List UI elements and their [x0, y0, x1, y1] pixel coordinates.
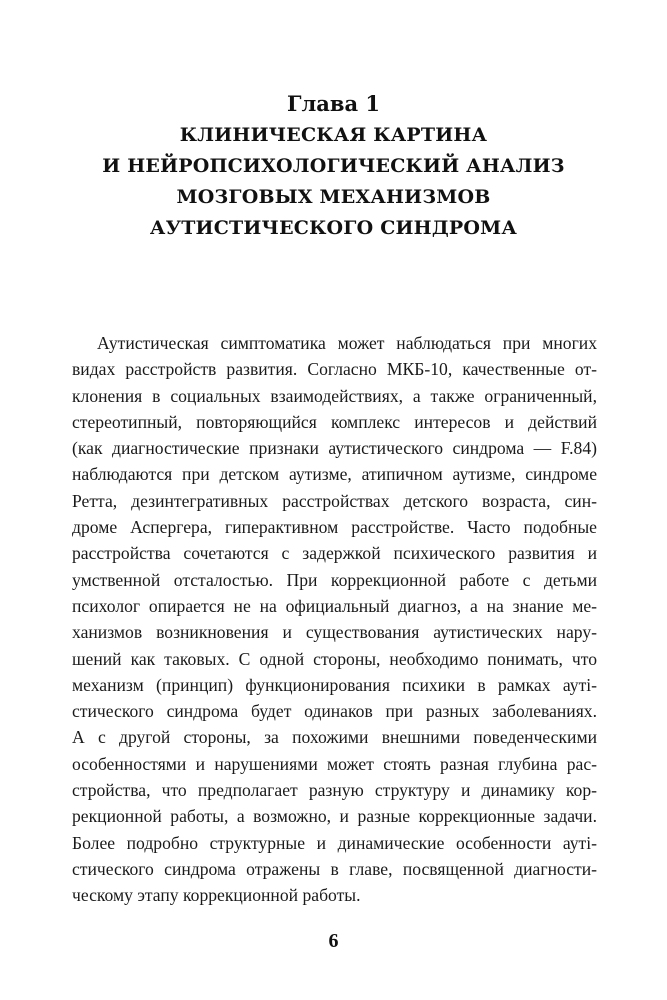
- page-number: 6: [328, 930, 339, 952]
- chapter-title-line: АУТИСТИЧЕСКОГО СИНДРОМА: [149, 217, 518, 239]
- text-line: клонения в социальных взаимодействиях, а также ограниченный,: [72, 385, 597, 406]
- text-line: видах расстройств развития. Согласно МКБ-10, качественные от-: [72, 359, 597, 380]
- text-line: стереотипный, повторяющийся комплекс интересов и действий: [72, 411, 597, 432]
- text-line: Аутистическая симптоматика может наблюдаться при многих: [97, 333, 597, 353]
- text-line: расстройства сочетаются с задержкой психического развития и: [72, 543, 597, 564]
- text-line: шений как таковых. С одной стороны, необходимо понимать, что: [72, 648, 597, 669]
- text-line: (как диагностические признаки аутистического синдрома — F.84): [72, 438, 597, 459]
- text-line: Ретта, дезинтегративных расстройствах детского возраста, син-: [72, 490, 597, 511]
- text-line: А с другой стороны, за похожими внешними поведенческими: [72, 727, 597, 748]
- body-paragraph: [72, 330, 597, 909]
- chapter-label: Глава 1: [286, 91, 381, 116]
- text-line: ханизмов возникновения и существования аутистических нару-: [72, 622, 597, 643]
- text-line: умственной отсталостью. При коррекционной работе с детьми: [72, 569, 597, 590]
- text-line: стического синдрома будет одинаков при разных заболеваниях.: [72, 701, 597, 722]
- text-line: рекционной работы, а возможно, и разные коррекционные задачи.: [72, 806, 597, 827]
- text-line: механизм (принцип) функционирования психики в рамках ауті-: [72, 674, 597, 695]
- text-line: психолог опирается не на официальный диагноз, а на знание ме-: [72, 595, 597, 616]
- chapter-title-line: МОЗГОВЫХ МЕХАНИЗМОВ: [176, 186, 491, 208]
- chapter-heading: [60, 88, 607, 244]
- text-line: стического синдрома отражены в главе, посвященной диагности-: [72, 858, 597, 879]
- text-line: дроме Аспергера, гиперактивном расстройстве. Часто подобные: [72, 517, 597, 538]
- chapter-title-line: И НЕЙРОПСИХОЛОГИЧЕСКИЙ АНАЛИЗ: [102, 155, 565, 177]
- text-line: ческому этапу коррекционной работы.: [72, 885, 361, 906]
- text-line: стройства, что предполагает разную структуру и динамику кор-: [72, 780, 597, 801]
- chapter-title-line: КЛИНИЧЕСКАЯ КАРТИНА: [179, 124, 488, 146]
- text-line: наблюдаются при детском аутизме, атипичном аутизме, синдроме: [72, 464, 597, 485]
- text-line: особенностями и нарушениями может стоять разная глубина рас-: [72, 753, 597, 774]
- text-line: Более подробно структурные и динамические особенности ауті-: [72, 832, 597, 853]
